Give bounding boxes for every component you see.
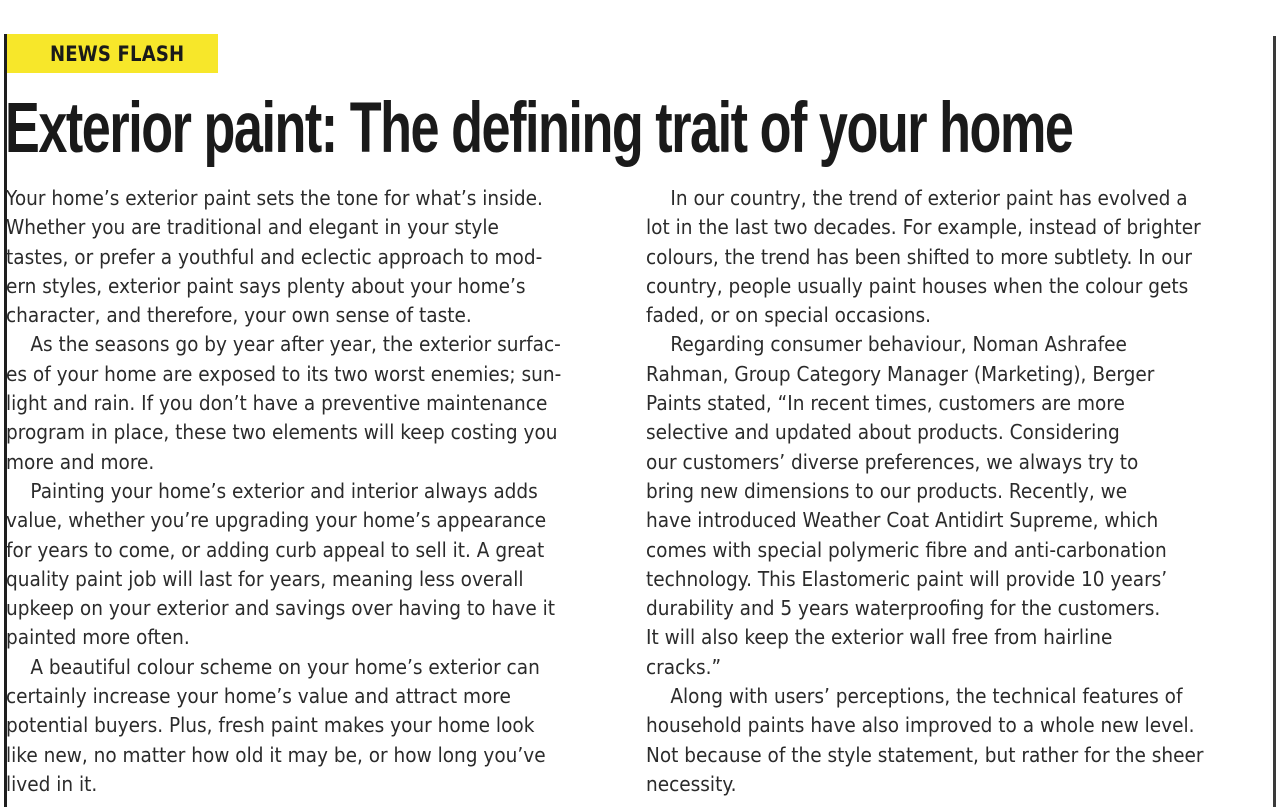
- text-line: quality paint job will last for years, meaning less overall: [6, 566, 524, 591]
- text-line: Along with users’ perceptions, the technical features of: [646, 684, 1183, 709]
- text-line: It will also keep the exterior wall free from hairline: [646, 625, 1113, 650]
- text-line: character, and therefore, your own sense of taste.: [6, 303, 472, 328]
- text-line: lived in it.: [6, 771, 98, 796]
- text-line: for years to come, or adding curb appeal to sell it. A great: [6, 537, 545, 562]
- text-line: upkeep on your exterior and savings over having to have it: [6, 596, 556, 621]
- text-line: A beautiful colour scheme on your home’s exterior can: [6, 654, 540, 679]
- text-line: certainly increase your home’s value and attract more: [6, 684, 511, 709]
- text-line: bring new dimensions to our products. Recently, we: [646, 478, 1128, 503]
- text-line: Whether you are traditional and elegant in your style: [6, 215, 499, 240]
- right-page-rule: [1273, 36, 1276, 807]
- article-column-left: [6, 184, 616, 799]
- text-line: country, people usually paint houses when the colour gets: [646, 273, 1189, 298]
- text-line: As the seasons go by year after year, the exterior surfac-: [6, 332, 561, 357]
- text-line: cracks.”: [646, 654, 722, 679]
- text-line: painted more often.: [6, 625, 190, 650]
- text-line: potential buyers. Plus, fresh paint makes your home look: [6, 713, 535, 738]
- text-line: tastes, or prefer a youthful and eclectic approach to mod-: [6, 244, 543, 269]
- text-line: our customers’ diverse preferences, we always try to: [646, 449, 1139, 474]
- text-line: Regarding consumer behaviour, Noman Ashrafee: [646, 332, 1127, 357]
- article-headline: Exterior paint: The defining trait of your home: [5, 89, 1073, 168]
- text-line: light and rain. If you don’t have a preventive maintenance: [6, 391, 548, 416]
- text-line: Your home’s exterior paint sets the tone for what’s inside.: [6, 186, 543, 210]
- text-line: necessity.: [646, 771, 737, 796]
- text-line: more and more.: [6, 449, 155, 474]
- text-line: Paints stated, “In recent times, customers are more: [646, 391, 1125, 416]
- text-line: Rahman, Group Category Manager (Marketing), Berger: [646, 361, 1155, 386]
- article-column-right: [646, 184, 1261, 799]
- text-line: Painting your home’s exterior and interior always adds: [6, 478, 538, 503]
- text-line: program in place, these two elements will keep costing you: [6, 420, 558, 445]
- text-line: es of your home are exposed to its two worst enemies; sun-: [6, 361, 562, 386]
- text-line: In our country, the trend of exterior paint has evolved a: [646, 186, 1188, 210]
- news-flash-kicker: [7, 34, 218, 73]
- text-line: household paints have also improved to a whole new level.: [646, 713, 1195, 738]
- text-line: faded, or on special occasions.: [646, 303, 931, 328]
- text-line: durability and 5 years waterproofing for the customers.: [646, 596, 1161, 621]
- text-line: technology. This Elastomeric paint will provide 10 years’: [646, 566, 1168, 591]
- text-line: have introduced Weather Coat Antidirt Supreme, which: [646, 508, 1159, 533]
- text-line: value, whether you’re upgrading your home’s appearance: [6, 508, 547, 533]
- text-line: selective and updated about products. Considering: [646, 420, 1120, 445]
- text-line: lot in the last two decades. For example, instead of brighter: [646, 215, 1201, 240]
- text-line: colours, the trend has been shifted to more subtlety. In our: [646, 244, 1192, 269]
- text-line: like new, no matter how old it may be, or how long you’ve: [6, 742, 546, 767]
- text-line: ern styles, exterior paint says plenty about your home’s: [6, 273, 526, 298]
- text-line: comes with special polymeric fibre and anti-carbonation: [646, 537, 1167, 562]
- text-line: Not because of the style statement, but rather for the sheer: [646, 742, 1204, 767]
- kicker-label: NEWS FLASH: [50, 41, 185, 66]
